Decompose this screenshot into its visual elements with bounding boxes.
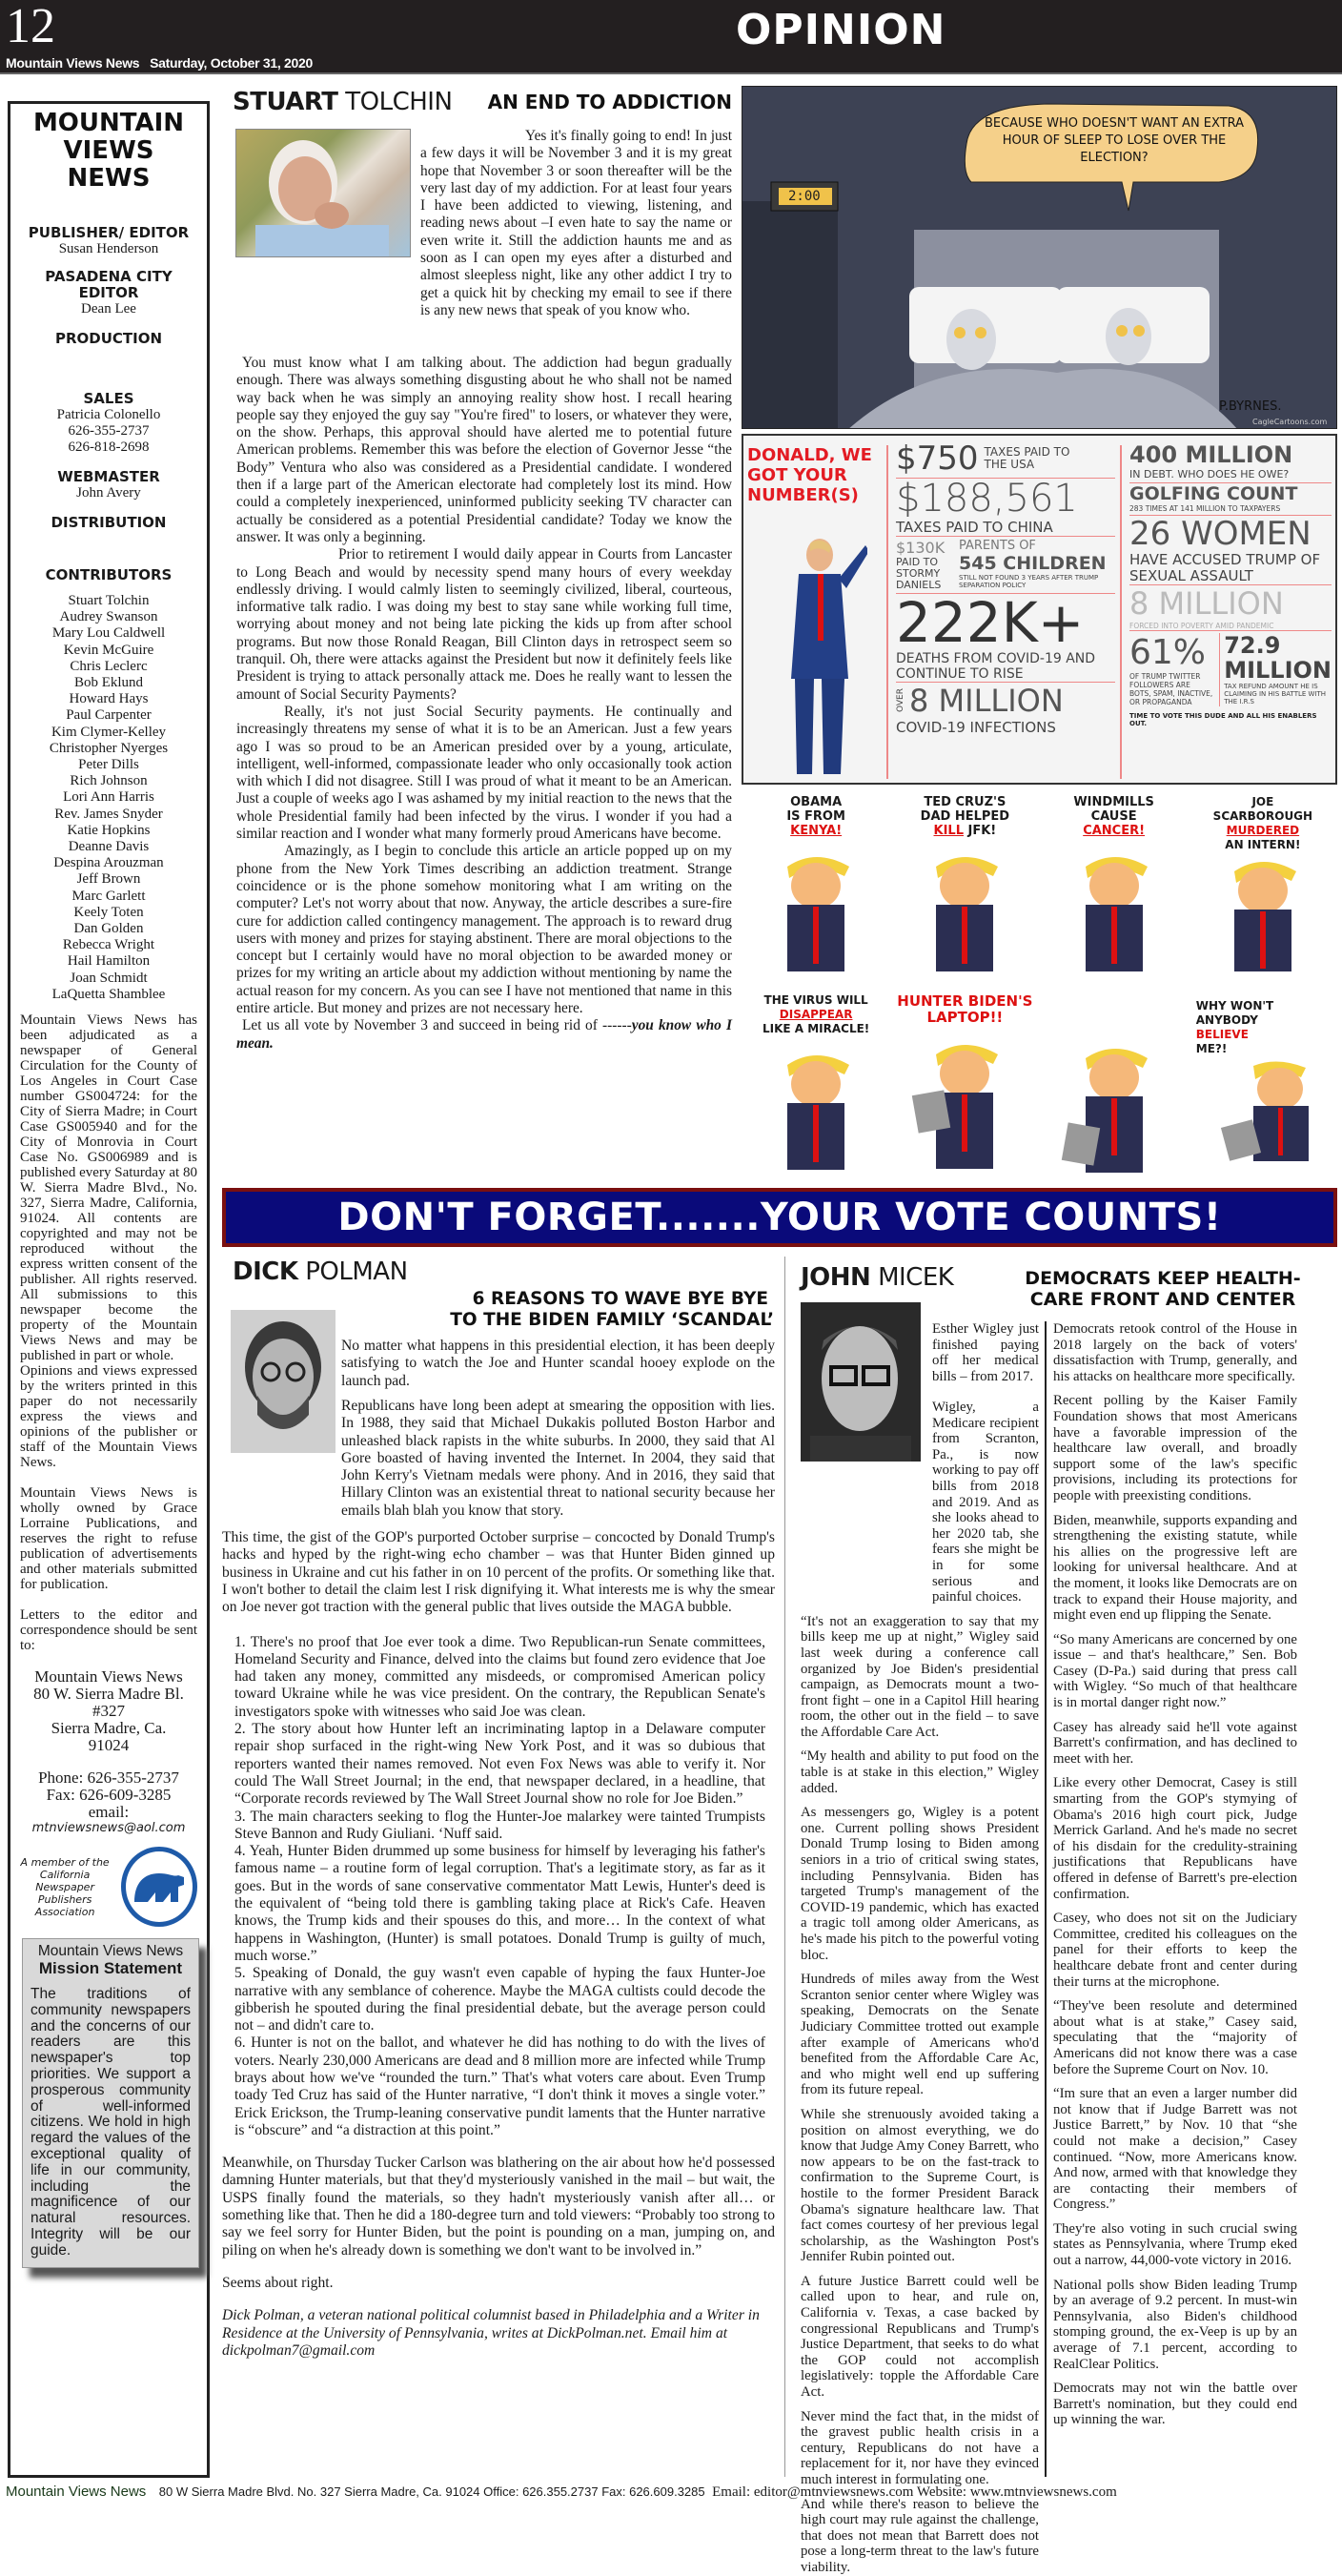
- stat-label: STILL NOT FOUND 3 YEARS AFTER TRUMP SEPARATION POLICY: [959, 574, 1099, 589]
- sleep-cartoon: [742, 86, 1337, 429]
- contributors-list: [20, 593, 197, 1003]
- contributor: Bob Eklund: [73, 675, 144, 691]
- stat-value: 72.9 MILLION: [1224, 632, 1332, 684]
- list-item: 1. There's no proof that Joe ever took a dime. Two Republican-run Senate committees, Homeland Security and Finance, delved into the claims but found zero evidence that Joe had taken any money, committed any misdeeds, or compromised American policy toward Ukraine while he was vice president. On the contrary, the Republican Senate's investigators spoke with witnesses who said Joe was clean.: [234, 1633, 765, 1720]
- staff-sidebar: [8, 101, 210, 2478]
- stat-value: $750: [896, 440, 979, 478]
- panel-red-text: MURDERED: [1226, 824, 1300, 837]
- cartoon-panel: [1189, 990, 1337, 1180]
- paragraph: Democrats retook control of the House in 2018 largely on the back of voters' dissatisfaction with Trump, generally, and his attacks on healthcare more specifically.: [1053, 1321, 1297, 1384]
- panel-text: OBAMA: [790, 795, 843, 809]
- cnpa-bear-logo-icon: [121, 1847, 197, 1927]
- article-body-cont: [236, 355, 732, 1053]
- headline-line: 6 REASONS TO WAVE BYE BYE: [472, 1289, 768, 1309]
- footer-contact[interactable]: Email: editor@mtnviewsnews.com Website: www.mtnviewsnews.com: [712, 2484, 1117, 2500]
- paragraph: Hundreds of miles away from the West Scranton senior center where Wigley was speaking, Democrats on the Senate Judiciary Committee trotted out example after example of Americans who'd benefited from the Affordable Care Ac, and who might well end up suffering from its future repeal.: [801, 1972, 1039, 2098]
- list-item: 5. Speaking of Donald, the guy wasn't even capable of hyping the faux Hunter-Joe narrative with any semblance of coherence. Maybe the MAGA cultists could decode the gibberish he spouted during the final presidential debate, but the average person could not – and didn't care to.: [234, 1965, 765, 2034]
- stat-label: TAXES PAID TO CHINA: [896, 519, 1115, 537]
- stat-label: FORCED INTO POVERTY AMID PANDEMIC: [1129, 622, 1332, 631]
- stat-prefix: PARENTS OF: [959, 539, 1036, 553]
- opinions-disclaimer: Opinions and views expressed by the writers printed in this paper do not necessarily express the views and opinions of the publisher or staff of the Mountain Views News.: [20, 1363, 197, 1471]
- paragraph: Never mind the fact that, in the midst of the gravest public health crisis in a century, Republicans do not have a replacement for it, nor have they evinced much interest in formulating one.: [801, 2408, 1039, 2487]
- mailing-address: [20, 1668, 197, 1754]
- contributor: Mary Lou Caldwell: [51, 625, 166, 642]
- author-byline: [801, 1264, 953, 1291]
- paragraph: Meanwhile, on Thursday Tucker Carlson was blathering on the air about how he'd possessed damning Hunter materials, but that they'd mysteriously vanished in the mail – but wait, the USPS finally found the materials, so they hadn't mysteriously vanish after all… or something like that. Then he did a 180-degree turn and told viewers: “Probably too strong to say we feel sorry for Hunter Biden, but the point is pounding on a man, jumping on, and piling on when he's already down is something we don't want to be involved in.”: [222, 2155, 775, 2259]
- closing-emphasis: you know who I mean.: [236, 1017, 732, 1052]
- stat-value: 26 WOMEN: [1129, 515, 1312, 553]
- stat-value: 400 MILLION: [1129, 441, 1293, 468]
- paragraph: “So many Americans are concerned by one issue – and that's healthcare,” Sen. Bob Casey (D-Pa.) said during that press call with Wigley. “So much of that healthcare is in mortal danger right now.”: [1053, 1631, 1297, 1711]
- author-bio: Dick Polman, a veteran national political columnist based in Philadelphia and a Writer in Residence at the University of Pennsylvania, writes at DickPolman.net. Email him at dickpolman7@gmail.com: [222, 2307, 760, 2359]
- headline-line: TO THE BIDEN FAMILY ‘SCANDAL’: [450, 1310, 774, 1330]
- panel-text: LIKE A MIRACLE!: [762, 1022, 870, 1035]
- author-last: MICEK: [878, 1263, 954, 1292]
- paragraph: “My health and ability to put food on the table is at stake in this election,” Wigley added.: [801, 1748, 1039, 1796]
- infographic-left-column: [896, 441, 1115, 736]
- banner-text: DON'T FORGET.......YOUR VOTE COUNTS!: [337, 1196, 1222, 1239]
- mission-title: Mountain Views News: [37, 1943, 184, 1960]
- staff-role: PRODUCTION: [54, 330, 163, 347]
- infographic-title: DONALD, WE GOT YOUR NUMBER(S): [747, 445, 872, 505]
- contributor: Lori Ann Harris: [63, 789, 154, 806]
- stat-label: COVID-19 INFECTIONS: [896, 719, 1056, 736]
- logo-line: VIEWS: [63, 136, 154, 165]
- column-divider: [784, 1257, 785, 2477]
- author-first: JOHN: [801, 1263, 871, 1292]
- contributor: Joan Schmidt: [70, 970, 148, 986]
- footer-address: 80 W Sierra Madre Blvd. No. 327 Sierra Madre, Ca. 91024 Office: 626.355.2737 Fax: 626.609.3285: [158, 2484, 705, 2499]
- cartoon-panel: [1040, 789, 1189, 990]
- paragraph: “It's not an exaggeration to say that my bills keep me up at night,” Wigley said last week during a conference call organized by Joe Biden's presidential campaign, as Democrats mount a two-front fight – one in a Capitol Hill hearing room, the other out in the field – to save the Affordable Care Act.: [801, 1613, 1039, 1740]
- numbers-infographic: [742, 434, 1337, 785]
- issue-date: Saturday, October 31, 2020: [150, 55, 313, 71]
- list-item: 6. Hunter is not on the ballot, and whatever he did has nothing to do with the lives of voters. Nearly 230,000 Americans are dead and 8 million more are infected while Trump brays about how we've “rounded the turn.” That's what voters care about. Even Trump toady Ted Cruz has said of the Hunter narrative, “I don't think it moves a single voter.” Erick Erickson, the Trump-leaning conservative pundit laments that the Hunter narrative is “obscure” and “a distraction at this point.”: [234, 2034, 765, 2138]
- article-headline: [1001, 1268, 1325, 1310]
- address-line: 80 W. Sierra Madre Bl.: [33, 1685, 184, 1704]
- stat-label: PAID TO STORMY DANIELS: [896, 556, 942, 591]
- mission-body: The traditions of community newspapers and the concerns of our readers are this newspaper's top priorities. We support a prosperous community of well-informed citizens. We hold in high regard the values of the exceptional quality of life in our community, including the magnificence of our natural resources. Integrity will be our guide.: [30, 1986, 191, 2259]
- staff-name: Susan Henderson: [58, 241, 159, 256]
- panel-red-text: BELIEVE: [1195, 1028, 1249, 1041]
- article-body: [932, 1321, 1039, 1384]
- fax: Fax: 626-609-3285: [46, 1786, 172, 1805]
- paragraph: Seems about right.: [222, 2274, 334, 2291]
- contributor: Rev. James Snyder: [54, 806, 163, 822]
- panel-text: DAD HELPED: [920, 809, 1010, 824]
- infographic-right-column: [1129, 441, 1332, 727]
- panel-red-text: CANCER!: [1083, 824, 1146, 838]
- panel-red-text: DISAPPEAR: [779, 1008, 853, 1021]
- address-line: Mountain Views News: [34, 1667, 183, 1687]
- contributor: Hail Hamilton: [67, 953, 151, 970]
- list-item: 3. The main characters seeking to flog the Hunter-Joe malarkey were tainted Trumpists Steve Bannon and Rudy Giuliani. ‘Nuff said.: [234, 1808, 765, 1842]
- masthead: [0, 0, 1342, 74]
- cartoonist-signature: P.BYRNES.: [1219, 399, 1282, 414]
- footer-publication: Mountain Views News: [6, 2484, 147, 2500]
- staff-phone: 626-818-2698: [68, 440, 150, 455]
- contributor: Paul Carpenter: [66, 707, 152, 724]
- logo-line: NEWS: [67, 164, 151, 193]
- article-headline: [362, 1289, 774, 1331]
- article-headline: AN END TO ADDICTION: [487, 91, 732, 113]
- article-column-1: [801, 1392, 1039, 2576]
- paragraph: Really, it's not just Social Security payments. He continually and increasingly threatens my sense of what it is to be an American. Just a few years ago I was so proud to be an American presided over by a young, articulate, intelligent, well-informed, compassionate leader who only occasionally took action with which I did not disagree. Still I was proud of what it meant to be an American. Just a couple of weeks ago I was ashamed by my initial reaction to the news that the whole Presidential family had been infected by the virus. I wonder if you had a similar reaction and I wonder what many formerly proud Americans have become.: [236, 703, 732, 843]
- sidebar-logo: [20, 110, 197, 193]
- list-item: 4. Yeah, Hunter Biden drummed up some business for himself by leveraging his father's famous name – a routine form of legal corruption. That's a legitimate story, as far as it goes. But in the words of sane conservative commentator Matt Lewis, Hunter's deed is the equivalent of “being told there is gambling taking place at Rick's Cafe. Heaven knows, the Trump kids and their spouses do this, and more… In the context of what happens in Washington, (Hunter) is small potatoes. Donald Trump is guilty of much, much worse.”: [234, 1843, 765, 1964]
- email-link[interactable]: mtnviewsnews@aol.com: [31, 1821, 186, 1836]
- address-line: Sierra Madre, Ca.: [51, 1719, 167, 1738]
- member-text: A member of the California Newspaper Publishers Association: [20, 1855, 110, 1918]
- contributor: Audrey Swanson: [59, 609, 158, 625]
- letters-notice: Letters to the editor and correspondence should be sent to:: [20, 1607, 197, 1654]
- panel-red-text: KILL: [933, 824, 964, 838]
- author-first: DICK: [233, 1257, 298, 1286]
- stat-value: 61%: [1129, 633, 1207, 672]
- numbered-list: [234, 1634, 765, 2140]
- stat-label: TAX REFUND AMOUNT HE IS CLAIMING IN HIS BATTLE WITH THE I.R.S: [1224, 683, 1327, 705]
- paragraph: You must know what I am talking about. The addiction had begun gradually enough. There was always something disgusting about he who shall not be named way back when he was simply an annoying reality show host. I recall hearing people say they enjoyed the guy say "You're fired" to losers, or whatever they were, on the show. Perhaps, this approval should have alerted me to potential future American problems. Remember this was before the election of Governor Jesse “the Body” Ventura who also was considered as a Presidential candidate. I wondered then if a large part of the American electorate had completely lost its mind. How could a completely inexperienced, uninformed publicity seeking TV character can actually be considered as a potential Presidential candidate? Today we know the answer. It was only a beginning.: [236, 355, 732, 545]
- contact-info: [20, 1769, 197, 1821]
- cnpa-membership: [20, 1847, 197, 1927]
- author-byline: [233, 89, 452, 115]
- panel-red-text: HUNTER BIDEN'S LAPTOP!!: [897, 992, 1033, 1026]
- article-body: [341, 1338, 775, 1390]
- contributor: Marc Garlett: [71, 888, 146, 904]
- column-divider: [1045, 1321, 1047, 2477]
- panel-text: JOE: [1251, 795, 1274, 808]
- cartoon-panel: [890, 990, 1039, 1180]
- paragraph: They're also voting in such crucial swing states as Pennsylvania, where Trump eked out a narrow, 44,000-vote victory in 2016.: [1053, 2220, 1297, 2269]
- paragraph: This time, the gist of the GOP's purported October surprise – concocted by Donald Trump's hacks and hyped by the right-wing echo chamber – was that Hunter Biden ginned up business in Ukraine and cut his father in on 10 percent of the profits. Or something like that. I won't bother to detail the claim lest I risk dignifying it. What interests me is why the smear on Joe never got traction with the general public that lives outside the MAGA bubble.: [222, 1529, 775, 1616]
- paragraph: A future Justice Barrett could well be called upon to hear, and rule on, California v. Texas, a case backed by congressional Republicans and Trump's Justice Department, that seeks to do what the GOP could not accomplish legislatively: topple the Affordable Care Act.: [801, 2273, 1039, 2401]
- panel-text: WINDMILLS: [1073, 795, 1154, 809]
- cartoon-panel: [1189, 789, 1337, 990]
- contributor: LaQuetta Shamblee: [51, 986, 166, 1002]
- contributor: Rebecca Wright: [62, 937, 155, 953]
- panel-red-text: KENYA!: [790, 824, 843, 838]
- paragraph: As messengers go, Wigley is a potent one. Current polling shows President Donald Trump losing to Biden among seniors in a trio of critical swing states, including Pennsylvania. Biden has targeted Trump's management of the COVID-19 pandemic, which has exacted a tragic toll among older Americans, as he's made his pitch to the powerful voting bloc.: [801, 1805, 1039, 1963]
- stat-label: IN DEBT. WHO DOES HE OWE?: [1129, 468, 1332, 483]
- ownership-notice: Mountain Views News is wholly owned by Grace Lorraine Publications, and reserves the right to refuse publication of advertisements and other materials submitted for publication.: [20, 1485, 197, 1593]
- page-footer: [6, 2484, 1117, 2501]
- contributor: Howard Hays: [69, 691, 149, 707]
- staff-role: PUBLISHER/ EDITOR: [28, 224, 190, 241]
- paragraph: Biden, meanwhile, supports expanding and strengthening the existing statute, while his allies on the progressive left are looking for universal healthcare. And at the moment, it looks like Democrats are on track to expand their House majority, and might even end up flipping the Senate.: [1053, 1512, 1297, 1624]
- article-body: [420, 128, 732, 319]
- staff-phone: 626-355-2737: [68, 423, 150, 439]
- stat-label: HAVE ACCUSED TRUMP OF SEXUAL ASSAULT: [1129, 552, 1332, 585]
- panel-text: CAUSE: [1090, 809, 1137, 824]
- cartoon-panel: [890, 789, 1039, 990]
- headline-line: CARE FRONT AND CENTER: [1029, 1289, 1296, 1310]
- paragraph: No matter what happens in this presidential election, it has been deeply satisfying to watch the Joe and Hunter scandal hooey explode on the launch pad.: [341, 1338, 775, 1389]
- contributor: Deanne Davis: [68, 839, 150, 855]
- paragraph: Prior to retirement I would daily appear in Courts from Lancaster to Long Beach and would by necessity spend many hours of every weekday endlessly driving. I would calmly listen to seemingly civilized, liberal, courteous, informative talk radio. I was doing my best to stay sane while working full time, worrying about money and not being late picking the kids up from after school programs. But now those Ronald Reagan, Bill Clinton days in retrospect seem so tranquil. Oh, there were attacks against the President but now it definitely feels like President is trying to attack personally attack me. Does he really want to lessen the amount of Social Security Payments?: [236, 546, 732, 703]
- stat-value: $188,561: [896, 477, 1078, 521]
- adjudication-notice: Mountain Views News has been adjudicated as a newspaper of General Circulation for the County of Los Angeles in Court Case number GS004724: for the City of Sierra Madre; in Court Case GS005940 and for the City of Monrovia in Court Case No. GS006989 and is published every Saturday at 80 W. Sierra Madre Blvd., No. 327, Sierra Madre, California, 91024. All contents are copyrighted and may not be reproduced without the express written consent of the publisher. All rights reserved. All submissions to this newspaper become the property of the Mountain Views News and may be published in part or whole.: [20, 1012, 197, 1364]
- stat-label: TAXES PAID TO THE USA: [984, 445, 1070, 471]
- contributor: Kevin McGuire: [63, 642, 154, 658]
- paragraph: Amazingly, as I begin to conclude this article an article popped up on my phone from the New York Times describing an addiction treatment. Strange coincidence or is the phone somehow monitoring what I am writing on the computer? Let's not worry about that now. Anyway, the article describes a sure-fire cure for addiction called contingency management. The approach is to reward drug users with money and prizes for staying abstinent. There are moral objections to the concept but I certainly would have no moral objection to be awarded money or prizes for my writing an article about my addiction without mentioning by name the actual reason for my concern. As you can see I have not mentioned that name in this entire article. But money and prizes are not necessary here.: [236, 843, 732, 1016]
- trump-panels-cartoon: [742, 789, 1337, 1180]
- clock-display: 2:00: [788, 189, 821, 204]
- author-byline: [233, 1258, 408, 1285]
- mission-subtitle: Mission Statement: [38, 1959, 183, 1978]
- stat-value: 222K+: [896, 590, 1085, 655]
- cartoon-panel: [742, 789, 890, 990]
- contributor: Rich Johnson: [70, 773, 148, 789]
- staff-name: Patricia Colonello: [56, 407, 161, 422]
- contributor: Katie Hopkins: [67, 822, 151, 838]
- list-item: 2. The story about how Hunter left an incriminating laptop in a Delaware computer repair shop surfaced in the right-wing New York Post, and it was so dubious that reporters wanted their names removed. Not even Fox News was able to verify it. Nor could The Wall Street Journal; in the end, that newspaper declared, in a headline, that “Corporate records reviewed by The Wall Street Journal show no role for Joe Biden.”: [234, 1721, 765, 1808]
- stat-value: 545 CHILDREN: [959, 553, 1107, 574]
- contributor: Dan Golden: [73, 921, 144, 937]
- article-column-2: [1049, 1321, 1297, 2428]
- panel-text: IS FROM: [786, 809, 845, 824]
- stat-value: $130K: [896, 539, 946, 557]
- stat-value: GOLFING COUNT: [1129, 483, 1298, 504]
- paragraph: Casey has already said he'll vote against Barrett's confirmation, and has declined to meet with her.: [1053, 1719, 1297, 1767]
- speech-bubble-text: BECAUSE WHO DOESN'T WANT AN EXTRA HOUR OF SLEEP TO LOSE OVER THE ELECTION?: [984, 116, 1245, 165]
- author-photo: [235, 129, 411, 257]
- headline-line: DEMOCRATS KEEP HEALTH-: [1025, 1268, 1301, 1289]
- contributor: Jeff Brown: [76, 871, 141, 888]
- stat-label: OF TRUMP TWITTER FOLLOWERS ARE BOTS, SPAM, INACTIVE, OR PROPAGANDA: [1129, 672, 1213, 706]
- staff-role: PASADENA CITY EDITOR: [45, 268, 173, 301]
- stat-label: 283 TIMES AT 141 MILLION TO TAXPAYERS: [1129, 504, 1332, 516]
- publication-date-line: [6, 55, 313, 71]
- address-line: 91024: [88, 1736, 130, 1755]
- contributor: Kim Clymer-Kelley: [51, 724, 167, 740]
- closing-text: Let us all vote by November 3 and succeed in being rid of ------: [242, 1017, 632, 1034]
- paragraph: Republicans have long been adept at smearing the opposition with lies. In 1988, they said that Michael Dukakis polluted Boston Harbor and unleashed black rapists in the white suburbs. In 2000, they said that Al Gore boasted of having invented the Internet. In 2004, they said that John Kerry's Vietnam medals were phony. And in 2016, they said that Hillary Clinton was an existential threat to national security because her emails blah blah you know that story.: [341, 1398, 775, 1519]
- vote-banner: [222, 1188, 1337, 1247]
- panel-text: AN INTERN!: [1225, 838, 1301, 851]
- paragraph: “They've been resolute and determined about what is at stake,” Casey said, speculating that the “majority of Americans did not know there was a case before the Supreme Court on Nov. 10.: [1053, 1998, 1297, 2077]
- paragraph: Like every other Democrat, Casey is still smarting from the GOP's stymying of Obama's 2016 high court pick, Judge Merrick Garland. And he's made no secret of his disdain for the credulity-straining justifications that Republicans have offered in defense of Barrett's pre-election confirmation.: [1053, 1775, 1297, 1902]
- staff-role: WEBMASTER: [57, 468, 160, 485]
- mission-statement-box: [22, 1938, 199, 2268]
- contributor: Chris Leclerc: [70, 658, 148, 674]
- staff-name: Dean Lee: [81, 301, 136, 317]
- panel-text: JFK!: [967, 824, 997, 838]
- infographic-footer: TIME TO VOTE THIS DUDE AND ALL HIS ENABLERS OUT.: [1129, 712, 1317, 727]
- stat-prefix: OVER: [896, 688, 905, 713]
- paragraph: While she strenuously avoided taking a position on almost everything, we do know that Judge Amy Coney Barrett, who now appears to be on the fast-track to confirmation to the Supreme Court, is hostile to the former President Barack Obama's signature healthcare law. That fact comes courtesy of her previous legal scholarship, as the Washington Post's Jennifer Rubin pointed out.: [801, 2106, 1039, 2265]
- contributor: Stuart Tolchin: [68, 593, 150, 608]
- contributor: Peter Dills: [78, 757, 139, 773]
- paragraph: Esther Wigley just finished paying off her medical bills – from 2017.: [932, 1321, 1039, 1384]
- cartoon-credit: CagleCartoons.com: [1252, 418, 1328, 426]
- contributor: Despina Arouzman: [53, 855, 164, 871]
- panel-text: TED CRUZ'S: [924, 795, 1006, 809]
- paragraph: And while there's reason to believe the high court may rule against the challenge, that does not mean that Barrett does not pose a long-term threat to the law's future viability.: [801, 2496, 1039, 2575]
- paragraph: National polls show Biden leading Trump by an average of 9.2 percent. In must-win Pennsylvania, also Biden's childhood stomping ground, the ex-Veep is up by an average of 7.1 percent, according to RealClear Politics.: [1053, 2277, 1297, 2372]
- staff-role: DISTRIBUTION: [51, 514, 167, 531]
- paragraph: Yes it's finally going to end! In just a few days it will be November 3 and it is my great hope that November 3 or soon thereafter will be the very last day of my addiction. For at least four years I have been addicted to viewing, listening, and reading news about –I even hate to say the name or even write it. Still the addiction haunts me and as soon as I can open my eyes after a disturbed and almost sleepless night, like any other addict I try to get a quick hit by checking my email to see if there is any new news that speak of you know who.: [420, 128, 732, 318]
- stat-value: 8 MILLION: [909, 683, 1064, 719]
- staff-role: SALES: [83, 390, 134, 407]
- author-last: TOLCHIN: [345, 88, 453, 116]
- paragraph: Casey, who does not sit on the Judiciary Committee, credited his colleagues on the panel for their efforts to keep the healthcare debate front and center during their turns at the microphone.: [1053, 1911, 1297, 1990]
- panel-text: ANYBODY: [1195, 1013, 1258, 1027]
- paragraph: Democrats may not win the battle over Barrett's nomination, but they could end up winning the war.: [1053, 2381, 1297, 2428]
- panel-text: WHY WON'T: [1195, 999, 1274, 1012]
- page-number: 12: [6, 0, 55, 53]
- stat-value: 8 MILLION: [1129, 585, 1284, 622]
- stat-label: DEATHS FROM COVID-19 AND CONTINUE TO RISE: [896, 651, 1115, 683]
- staff-name: John Avery: [76, 485, 141, 501]
- contributor: Keely Toten: [73, 904, 144, 920]
- paragraph: Recent polling by the Kaiser Family Foundation shows that most Americans have a favorable impression of the healthcare law overall, and broadly support some of the law's specific provisions, including its protections for people with preexisting conditions.: [1053, 1393, 1297, 1503]
- paragraph: Wigley, a Medicare recipient from Scranton, Pa., is now working to pay off bills from 2018 and 2019. And as she looks ahead to her 2020 tab, she fears she might be in for some serious and painful choices.: [932, 1400, 1039, 1605]
- author-last: POLMAN: [305, 1257, 408, 1286]
- address-line: #327: [92, 1702, 125, 1721]
- logo-line: MOUNTAIN: [32, 109, 185, 137]
- contributor: Christopher Nyerges: [49, 740, 169, 756]
- panel-text: SCARBOROUGH: [1212, 809, 1313, 823]
- cartoon-panel: [1040, 990, 1189, 1180]
- author-first: STUART: [233, 88, 338, 116]
- email-label: email:: [88, 1803, 130, 1822]
- panel-text: ME?!: [1195, 1042, 1228, 1055]
- paragraph: “Im sure that an even a larger number did not know that if Judge Barrett was not Justice Barrett,” by Nov. 10 that “she could not make a decision,” Casey continued. “Now, more Americans know. And now, armed with that knowledge they are contacting their members of Congress.”: [1053, 2086, 1297, 2213]
- panel-text: THE VIRUS WILL: [763, 993, 868, 1007]
- section-title: OPINION: [736, 6, 946, 54]
- article-body-cont: [222, 1398, 775, 2360]
- cartoon-panel: [742, 990, 890, 1180]
- publication-name: Mountain Views News: [6, 55, 140, 71]
- staff-role: CONTRIBUTORS: [45, 566, 173, 583]
- phone: Phone: 626-355-2737: [38, 1768, 179, 1788]
